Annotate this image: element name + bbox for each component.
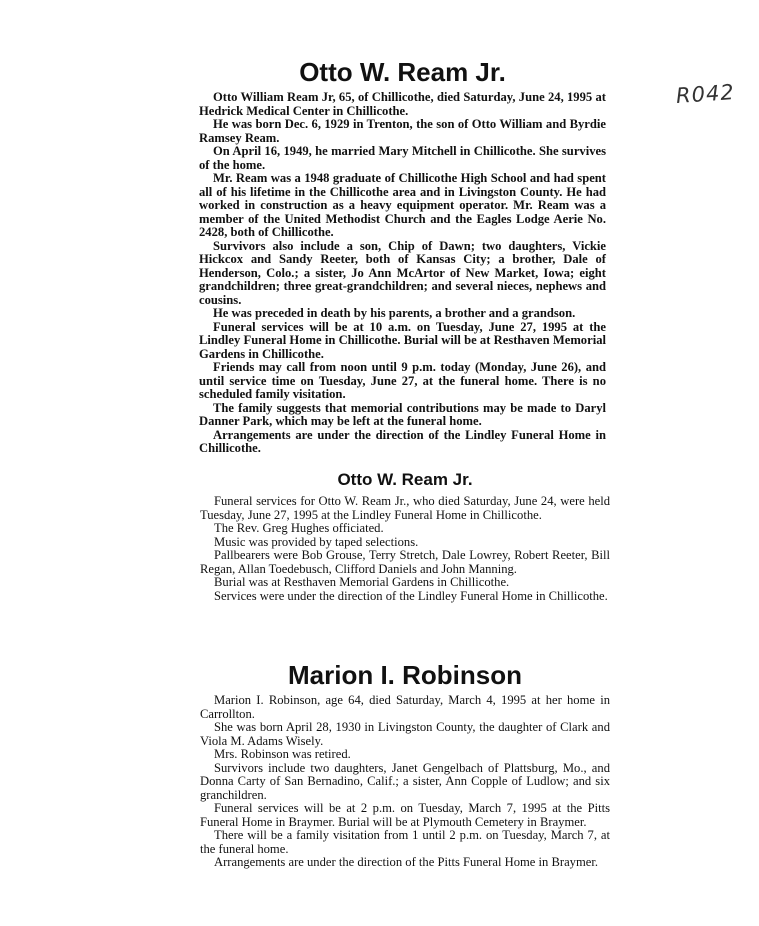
- paragraph: There will be a family visitation from 1 until 2 p.m. on Tuesday, March 7, at the funeral home.: [200, 828, 610, 856]
- paragraph: Services were under the direction of the Lindley Funeral Home in Chillicothe.: [214, 588, 608, 603]
- paragraph: Otto William Ream Jr, 65, of Chillicothe, died Saturday, June 24, 1995 at Hedrick Medical Center in Chillicothe.: [199, 90, 606, 118]
- paragraph: Funeral services will be at 10 a.m. on Tuesday, June 27, 1995 at the Lindley Funeral Home in Chillicothe. Burial will be at Resthaven Memorial Gardens in Chillicothe.: [199, 319, 606, 361]
- paragraph: Friends may call from noon until 9 p.m. today (Monday, June 26), and until service time on Tuesday, June 27, at the funeral home. There is no scheduled family visitation.: [199, 360, 606, 401]
- obituary-title: Otto W. Ream Jr.: [299, 57, 506, 87]
- paragraph: The family suggests that memorial contributions may be made to Daryl Danner Park, which may be left at the funeral home.: [199, 400, 606, 428]
- paragraph: Arrangements are under the direction of the Pitts Funeral Home in Braymer.: [214, 855, 598, 869]
- obituary-body: [199, 91, 606, 456]
- paragraph: The Rev. Greg Hughes officiated.: [214, 521, 384, 535]
- handwritten-annotation: R042: [675, 79, 736, 109]
- paragraph: Arrangements are under the direction of the Lindley Funeral Home in Chillicothe.: [199, 427, 606, 455]
- paragraph: He was preceded in death by his parents, a brother and a grandson.: [213, 306, 576, 320]
- paragraph: Survivors include two daughters, Janet Gengelbach of Plattsburg, Mo., and Donna Carty of San Bernadino, Calif.; a sister, Ann Copple of Ludlow; and six granchildren.: [200, 760, 610, 802]
- paragraph: On April 16, 1949, he married Mary Mitchell in Chillicothe. She survives of the home.: [199, 144, 606, 172]
- obituary-body: [200, 495, 610, 603]
- paragraph: Funeral services will be at 2 p.m. on Tuesday, March 7, 1995 at the Pitts Funeral Home in Braymer. Burial will be at Plymouth Cemetery in Braymer.: [200, 801, 610, 829]
- paragraph: Funeral services for Otto W. Ream Jr., who died Saturday, June 24, were held Tuesday, June 27, 1995 at the Lindley Funeral Home in Chillicothe.: [200, 494, 610, 522]
- paragraph: He was born Dec. 6, 1929 in Trenton, the son of Otto William and Byrdie Ramsey Ream.: [199, 117, 606, 145]
- obituary-marion-robinson: [200, 660, 610, 870]
- paragraph: Survivors also include a son, Chip of Dawn; two daughters, Vickie Hickcox and Sandy Reeter, both of Kansas City; a brother, Dale of Henderson, Colo.; a sister, Jo Ann McArtor of New Market, Iowa; eight grandchildren; three great-grandchildren; and several nieces, nephews and cousins.: [199, 238, 606, 307]
- obituary-title: Marion I. Robinson: [288, 660, 522, 690]
- paragraph: She was born April 28, 1930 in Livingston County, the daughter of Clark and Viola M. Adams Wisely.: [200, 720, 610, 748]
- paragraph: Mr. Ream was a 1948 graduate of Chillicothe High School and had spent all of his lifetime in the Chillicothe area and in Livingston County. He had worked in construction as a heavy equipment operator. Mr. Ream was a member of the United Methodist Church and the Eagles Lodge Aerie No. 2428, both of Chillicothe.: [199, 171, 606, 239]
- obituary-title: Otto W. Ream Jr.: [337, 470, 473, 489]
- paragraph: Pallbearers were Bob Grouse, Terry Stretch, Dale Lowrey, Robert Reeter, Bill Regan, Allan Toedebusch, Clifford Daniels and John Manning.: [200, 548, 610, 576]
- obituary-otto-ream-1: [199, 57, 606, 456]
- paragraph: Burial was at Resthaven Memorial Gardens in Chillicothe.: [214, 575, 510, 589]
- paragraph: Marion I. Robinson, age 64, died Saturday, March 4, 1995 at her home in Carrollton.: [200, 693, 610, 721]
- obituary-otto-ream-2: [200, 469, 610, 603]
- paragraph: Mrs. Robinson was retired.: [214, 747, 351, 761]
- obituary-body: [200, 694, 610, 870]
- paragraph: Music was provided by taped selections.: [214, 534, 419, 549]
